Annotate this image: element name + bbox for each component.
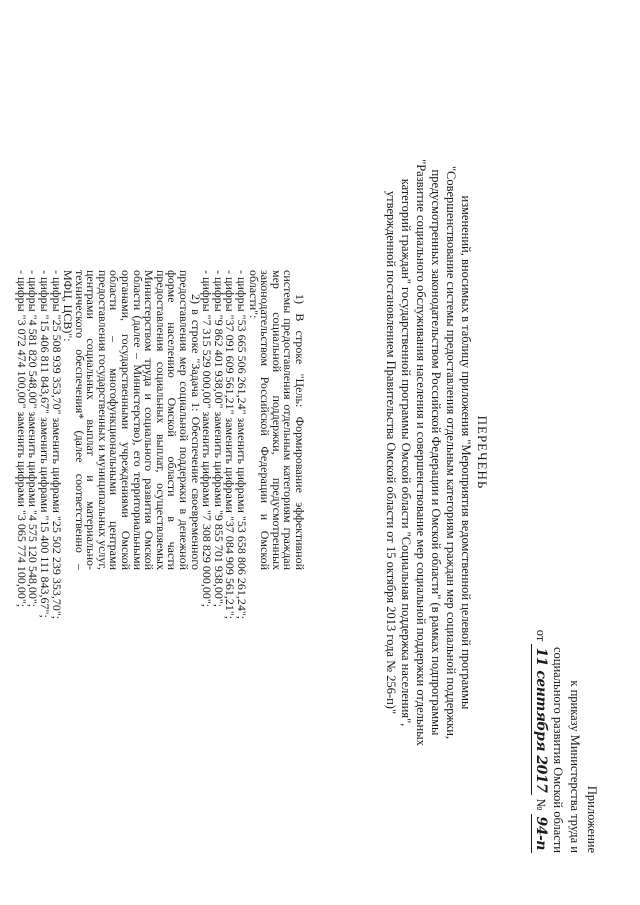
from-label: от <box>534 629 548 642</box>
page-subtitle: изменений, вносимых в таблицу приложения "Мероприятия ведомственной целевой программы "Совершенствование системы предоставления отдельным категориям граждан мер социальной поддержки, предусмотренных законодательством Российской Федерации и Омской области" (в рамках подпрограммы "Развитие социального обслуживания населения и совершенствование мер социальной поддержки отдельных категорий граждан" государственной программы Омской области "Социальная поддержка населения", утвержденной постановлением Правительства Омской области от 15 октября 2013 года № 256-п)" <box>384 159 473 746</box>
item-1-replacement: - цифры "9 862 401 938,00" заменить цифрами "9 855 701 938,00"; <box>211 270 226 608</box>
title-block <box>383 0 490 905</box>
number-label: № <box>534 798 548 811</box>
appendix-order-line: к приказу Министерства труда и <box>568 680 582 853</box>
item-1-replacement: - цифры "53 665 506 261,24" заменить цифрами "53 658 806 261,24"; <box>235 270 250 620</box>
item-2-replacement: - цифры "4 581 820 548,00" заменить цифрами "4 575 120 548,00"; <box>26 270 41 608</box>
appendix-title: Приложение <box>585 785 599 853</box>
appendix-date-line <box>531 553 549 853</box>
appendix-block <box>531 553 600 853</box>
item-2-replacement: - цифры "3 072 474 100,00" заменить цифрами "3 065 774 100,00"; <box>14 270 29 608</box>
handwritten-date: 11 сентября 2017 <box>531 644 549 795</box>
item-1-replacement: - цифры "7 315 529 000,00" заменить цифрами "7 308 829 000,00"; <box>200 270 215 608</box>
handwritten-number: 94-п <box>531 814 549 853</box>
document-body <box>14 270 307 620</box>
page-title: ПЕРЕЧЕНЬ <box>475 415 490 490</box>
item-1-replacement: - цифры "37 091 609 561,21" заменить цифрами "37 084 909 561,21"; <box>223 270 238 620</box>
item-1-text: 1) В строке "Цель: Формирование эффективной системы предоставления отдельным категориям граждан мер социальной поддержки, предусмотренных законодательством Российской Федерации и Омской области": <box>246 270 307 570</box>
item-2-replacement: - цифры "25 508 939 353,70" заменить цифрами "25 502 239 353,70"; <box>49 270 64 620</box>
item-2-text: 2) в строке "Задача 1: Обеспечение своевременного предоставления мер социальной поддержки в денежной форме населению Омской области в части предоставления социальных выплат, осуществляемых Министерством труда и социального развития Омской области (далее – Министерство), его территориальными органами, государственными учреждениями Омской области – многофункциональными центрами предоставления государственных и муниципальных услуг, центрами социальных выплат и материально-технического обеспечения* (далее соответственно – МФЦ, ЦСВ)": <box>61 270 203 570</box>
appendix-ministry-line: социального развития Омской области <box>551 646 565 853</box>
item-2-replacement: - цифры "15 406 811 843,67" заменить цифрами "15 400 111 843,67"; <box>37 270 52 618</box>
